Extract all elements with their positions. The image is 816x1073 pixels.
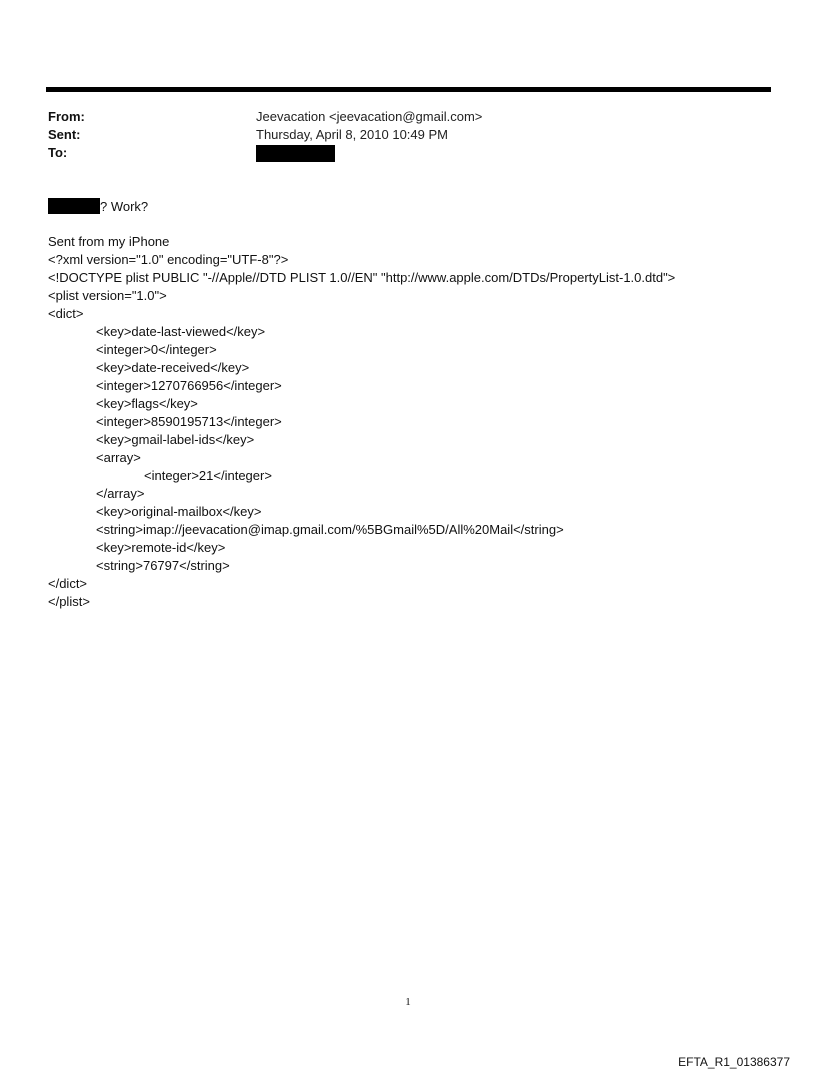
body-line: <array> <box>96 450 141 465</box>
body-line: <integer>1270766956</integer> <box>96 378 282 393</box>
body-line: </dict> <box>48 576 88 591</box>
to-label: To: <box>48 145 68 160</box>
body-line: Sent from my iPhone <box>48 234 170 249</box>
body-line: </array> <box>96 486 145 501</box>
header-divider <box>46 87 771 92</box>
email-body <box>48 233 778 611</box>
from-value: Jeevacation <jeevacation@gmail.com> <box>256 109 483 124</box>
body-line: <integer>8590195713</integer> <box>96 414 282 429</box>
body-line: <dict> <box>48 306 84 321</box>
from-row <box>48 108 748 126</box>
from-label: From: <box>48 109 85 124</box>
email-header <box>48 108 748 162</box>
body-line: <string>76797</string> <box>96 558 230 573</box>
body-line: <key>date-last-viewed</key> <box>96 324 266 339</box>
sent-row <box>48 126 748 144</box>
body-line: <key>remote-id</key> <box>96 540 226 555</box>
body-line: <integer>21</integer> <box>144 468 272 483</box>
body-line: </plist> <box>48 594 90 609</box>
document-id: EFTA_R1_01386377 <box>678 1055 790 1069</box>
body-line: <key>gmail-label-ids</key> <box>96 432 255 447</box>
page-number: 1 <box>405 996 411 1008</box>
to-row <box>48 144 748 162</box>
body-line: <?xml version="1.0" encoding="UTF-8"?> <box>48 252 289 267</box>
body-line: <!DOCTYPE plist PUBLIC "-//Apple//DTD PLIST 1.0//EN" "http://www.apple.com/DTDs/PropertyList-1.0.dtd"> <box>48 270 676 285</box>
redaction-block <box>48 198 100 214</box>
subject-text: ? Work? <box>100 199 149 214</box>
sent-value: Thursday, April 8, 2010 10:49 PM <box>256 127 448 142</box>
redaction-block <box>256 145 335 162</box>
to-value <box>256 144 335 162</box>
body-line: <key>date-received</key> <box>96 360 250 375</box>
subject-line <box>48 198 148 216</box>
body-line: <key>flags</key> <box>96 396 198 411</box>
body-line: <plist version="1.0"> <box>48 288 167 303</box>
body-line: <key>original-mailbox</key> <box>96 504 262 519</box>
body-line: <string>imap://jeevacation@imap.gmail.com/%5BGmail%5D/All%20Mail</string> <box>96 522 564 537</box>
sent-label: Sent: <box>48 127 81 142</box>
body-line: <integer>0</integer> <box>96 342 217 357</box>
